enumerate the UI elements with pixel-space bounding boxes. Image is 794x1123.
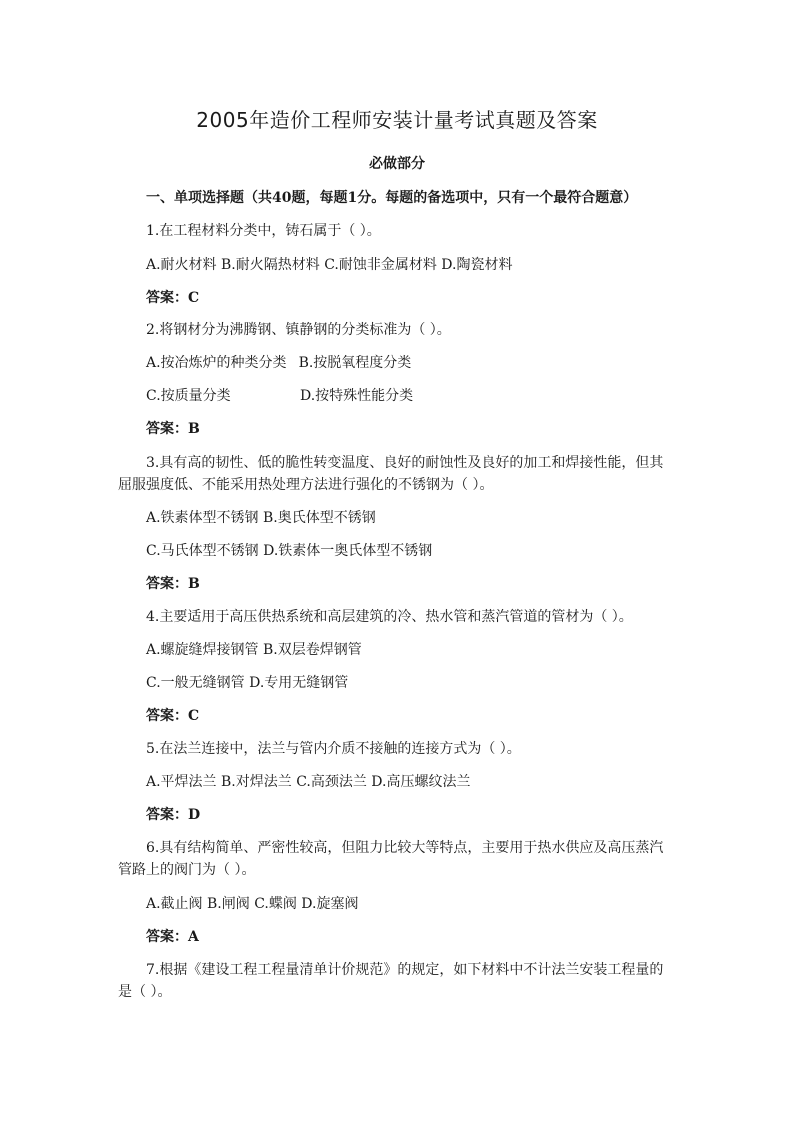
question-4-options-row-1: A.螺旋缝焊接钢管 B.双层卷焊钢管 (146, 642, 362, 658)
question-2-options-row-1 (146, 352, 411, 372)
question-1-options: A.耐火材料 B.耐火隔热材料 C.耐蚀非金属材料 D.陶瓷材料 (146, 257, 513, 273)
question-2-stem: 2.将钢材分为沸腾钢、镇静钢的分类标准为（ ）。 (146, 322, 451, 338)
question-2-options-row-2 (146, 385, 413, 405)
question-3-stem: 3.具有高的韧性、低的脆性转变温度、良好的耐蚀性及良好的加工和焊接性能，但其 (146, 455, 664, 471)
question-5-stem: 5.在法兰连接中，法兰与管内介质不接触的连接方式为（ ）。 (146, 741, 521, 757)
question-4-answer: 答案：C (146, 708, 200, 724)
question-4-options-row-2: C.一般无缝钢管 D.专用无缝钢管 (146, 675, 349, 691)
question-5-answer: 答案：D (146, 807, 201, 823)
question-1-stem: 1.在工程材料分类中，铸石属于（ ）。 (146, 223, 381, 239)
question-5-options: A.平焊法兰 B.对焊法兰 C.高颈法兰 D.高压螺纹法兰 (146, 774, 471, 790)
option-d: D.按特殊性能分类 (300, 388, 414, 404)
question-2-answer: 答案：B (146, 421, 200, 437)
section-heading: 必做部分 (369, 156, 425, 172)
option-b: B.按脱氧程度分类 (298, 355, 412, 371)
question-6-options: A.截止阀 B.闸阀 C.蝶阀 D.旋塞阀 (146, 896, 359, 912)
question-3-answer: 答案：B (146, 576, 200, 592)
question-7-stem-continued: 是（ ）。 (118, 984, 172, 1000)
option-a: A.按冶炼炉的种类分类 (146, 355, 287, 371)
question-3-stem-continued: 屈服强度低、不能采用热处理方法进行强化的不锈钢为（ ）。 (118, 477, 494, 493)
question-6-stem: 6.具有结构简单、严密性较高，但阻力比较大等特点，主要用于热水供应及高压蒸汽 (146, 840, 664, 856)
question-3-options-row-2: C.马氏体型不锈钢 D.铁素体一奥氏体型不锈钢 (146, 543, 433, 559)
question-6-stem-continued: 管路上的阀门为（ ）。 (118, 862, 256, 878)
question-1-answer: 答案：C (146, 290, 200, 306)
document-title: 2005年造价工程师安装计量考试真题及答案 (196, 108, 598, 132)
question-4-stem: 4.主要适用于高压供热系统和高层建筑的冷、热水管和蒸汽管道的管材为（ ）。 (146, 609, 633, 625)
part-heading: 一、单项选择题（共40题，每题1分。每题的备选项中，只有一个最符合题意） (146, 190, 638, 206)
question-3-options-row-1: A.铁素体型不锈钢 B.奥氏体型不锈钢 (146, 510, 376, 526)
question-7-stem: 7.根据《建设工程工程量清单计价规范》的规定，如下材料中不计法兰安装工程量的 (146, 962, 664, 978)
question-6-answer: 答案：A (146, 929, 199, 945)
option-c: C.按质量分类 (146, 388, 231, 404)
